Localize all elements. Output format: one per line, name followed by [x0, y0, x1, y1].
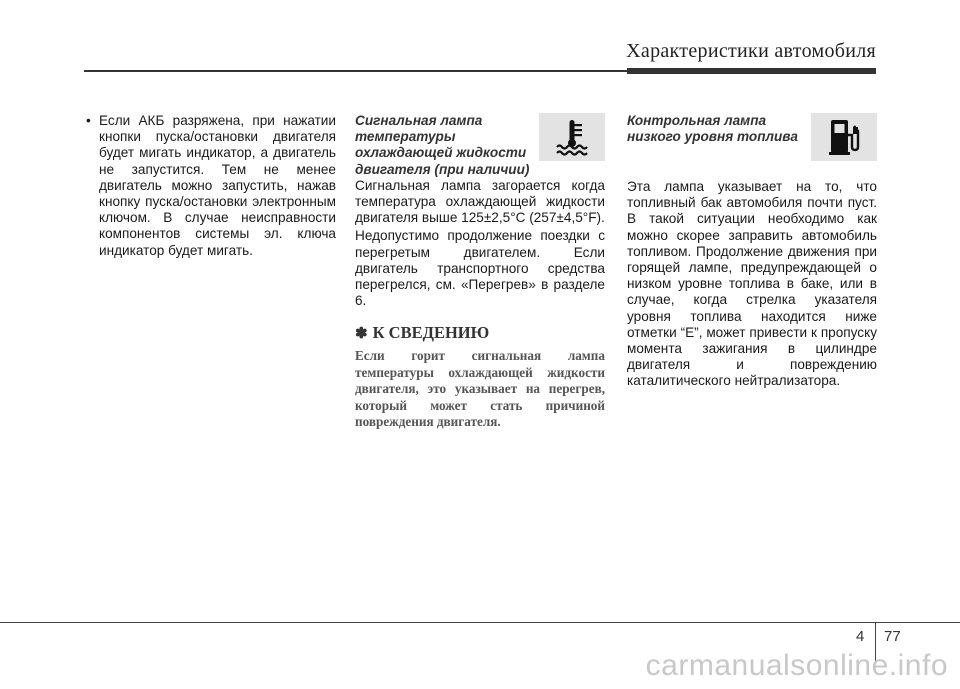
fuel-warning-title: Контрольная лампа низкого уровня топлива	[627, 113, 798, 145]
coolant-warning-header	[355, 113, 605, 178]
column-3	[627, 113, 877, 390]
notice-star-icon: ✽	[355, 326, 368, 343]
notice-heading	[355, 323, 605, 344]
coolant-temperature-icon	[539, 113, 605, 161]
column-2	[355, 113, 605, 431]
fuel-paragraph-1: Эта лампа указывает на то, что топливный бак автомобиля почти пуст. В такой ситуации необходимо как можно скорее заправить автомобиль топливом. Продолжение движения при горящей лампе, предупреждающей о низком уровне топлива в баке, или в случае, когда стрелка указателя уровня топлива находится ниже отметки “E”, может привести к пропуску момента зажигания в цилиндре двигателя и повреждению каталитического нейтрализатора.	[627, 179, 877, 389]
coolant-paragraph-1: Сигнальная лампа загорается когда температура охлаждающей жидкости двигателя выше 125±2,5°C (257±4,5°F).	[355, 177, 605, 226]
bullet-text: Если АКБ разряжена, при нажатии кнопки пуска/остановки двигателя будет мигать индикатор, а двигатель не запустится. Тем не менее двигатель можно запустить, нажав кнопку пуска/остановки электронным ключом. В случае неисправности компонентов системы эл. ключа индикатор будет мигать.	[99, 113, 336, 258]
header-rule-thin	[84, 70, 627, 72]
page-number: 77	[884, 628, 901, 645]
notice-title: К СВЕДЕНИЮ	[372, 323, 490, 343]
footer-rule	[0, 622, 960, 623]
watermark: carmanualsonline.info	[645, 649, 948, 682]
bullet-item	[84, 113, 336, 259]
bullet-dot: •	[86, 113, 91, 128]
chapter-number: 4	[856, 628, 865, 645]
fuel-warning-header	[627, 113, 877, 179]
page-header-title: Характеристики автомобиля	[626, 40, 876, 62]
notice-text: Если горит сигнальная лампа температуры охлаждающей жидкости двигателя, это указывает на перегрев, который может стать причиной повреждения двигателя.	[355, 348, 605, 430]
column-1	[84, 113, 336, 259]
fuel-pump-icon	[811, 113, 877, 161]
coolant-paragraph-2: Недопустимо продолжение поездки с перегретым двигателем. Если двигатель транспортного средства перегрелся, см. «Перегрев» в разделе 6.	[355, 228, 605, 309]
header-rule-thick	[627, 68, 876, 74]
coolant-warning-title: Сигнальная лампа температуры охлаждающей жидкости двигателя (при наличии)	[355, 113, 530, 177]
